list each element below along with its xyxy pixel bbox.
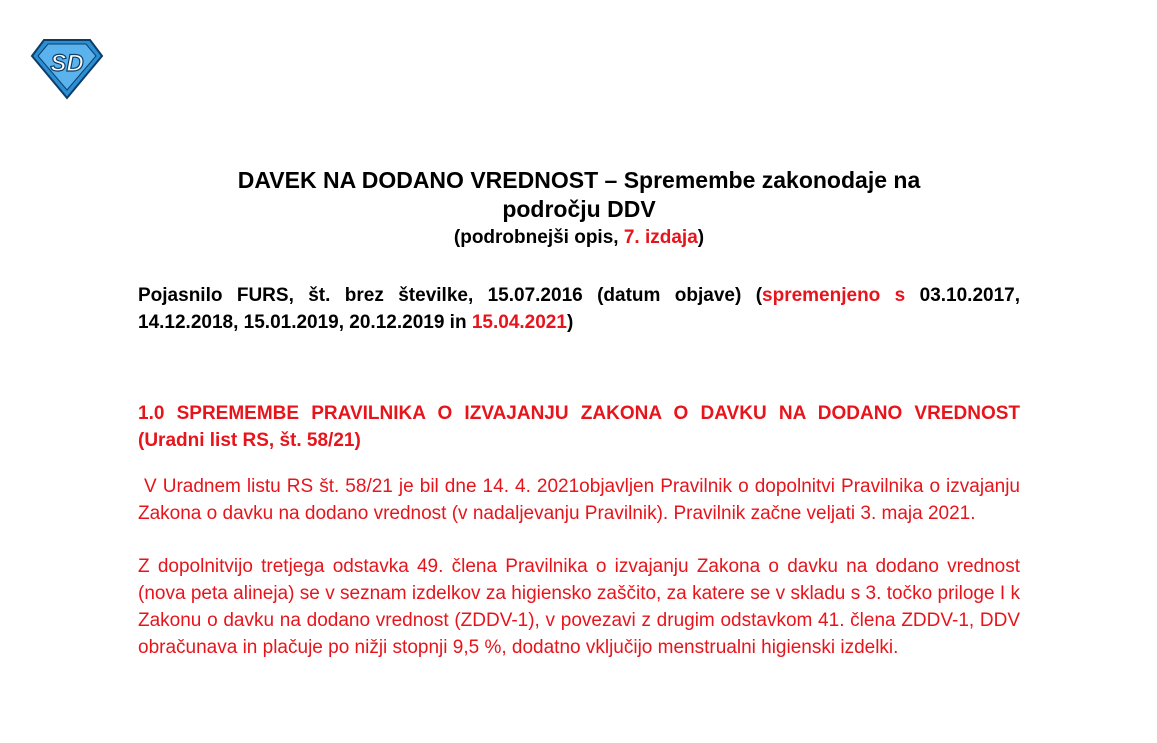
intro-text: Pojasnilo FURS, št. brez številke, 15.07.2016 (datum objave) ( — [138, 285, 763, 306]
diamond-shield-logo-icon — [30, 38, 104, 100]
intro-changed-label: spremenjeno s — [762, 285, 906, 306]
document-title — [138, 166, 1020, 224]
subtitle-close: ) — [697, 227, 705, 248]
subtitle-open: (podrobnejši opis, — [453, 227, 624, 248]
document-page — [138, 166, 1020, 661]
intro-close: ) — [566, 312, 574, 333]
intro-paragraph — [138, 282, 1020, 336]
body-paragraph-1: V Uradnem listu RS št. 58/21 je bil dne 14. 4. 2021objavljen Pravilnik o dopolnitvi Pravilnika o izvajanju Zakona o davku na dodano vrednost (v nadaljevanju Pravilnik). Pravilnik začne veljati 3. maja 2021. — [138, 476, 1020, 524]
document-subtitle — [138, 226, 1020, 250]
section-heading: 1.0 SPREMEMBE PRAVILNIKA O IZVAJANJU ZAKONA O DAVKU NA DODANO VREDNOST (Uradni list RS, št. 58/21) — [138, 403, 1020, 451]
title-line-1: DAVEK NA DODANO VREDNOST – Spremembe zakonodaje na — [237, 167, 921, 193]
intro-dates: 03.10.2017, 14.12.2018, 15.01.2019, 20.12.2019 in — [138, 285, 1021, 333]
company-logo — [30, 38, 104, 100]
intro-latest-date: 15.04.2021 — [471, 312, 567, 333]
edition-label: 7. izdaja — [623, 227, 698, 248]
logo-lettering: SD — [50, 50, 84, 77]
title-line-2: področju DDV — [502, 196, 656, 222]
body-paragraph-2: Z dopolnitvijo tretjega odstavka 49. člena Pravilnika o izvajanju Zakona o davku na dodano vrednost (nova peta alineja) se v seznam izdelkov za higiensko zaščito, za katere se v skladu s 3. točko priloge I k Zakonu o davku na dodano vrednost (ZDDV-1), v povezavi z drugim odstavkom 41. člena ZDDV-1, DDV obračunava in plačuje po nižji stopnji 9,5 %, dodatno vključijo menstrualni higienski izdelki. — [138, 556, 1020, 658]
